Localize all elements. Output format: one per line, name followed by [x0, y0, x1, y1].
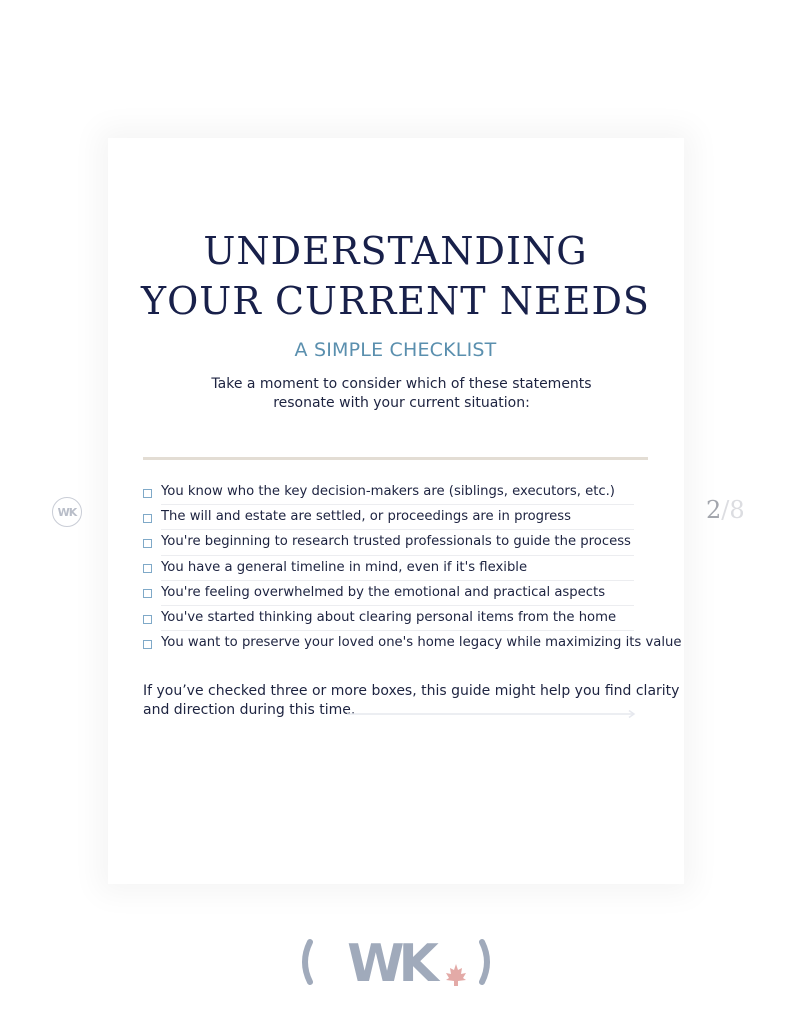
- arrow-right-icon: [347, 709, 639, 719]
- checklist-subtitle: A SIMPLE CHECKLIST: [294, 339, 497, 361]
- checklist-item[interactable]: [143, 479, 663, 504]
- badge-text: WK: [57, 505, 77, 519]
- checkbox[interactable]: [143, 514, 152, 523]
- maple-leaf-icon: [446, 964, 466, 986]
- intro-line-2: resonate with your current situation:: [273, 395, 530, 411]
- page-separator: /: [721, 496, 730, 524]
- intro-line-1: Take a moment to consider which of these statements: [211, 376, 592, 392]
- checklist-item-label: You've started thinking about clearing personal items from the home: [161, 610, 617, 626]
- checklist-item-label: You're feeling overwhelmed by the emotional and practical aspects: [161, 584, 606, 600]
- title-line-2: YOUR CURRENT NEEDS: [141, 279, 650, 323]
- section-divider: [143, 457, 648, 460]
- conclusion-line-1: If you’ve checked three or more boxes, this guide might help you find clarity: [143, 683, 680, 699]
- checklist-item[interactable]: [143, 630, 682, 655]
- intro-text: [0, 375, 791, 413]
- checklist-item-label: You have a general timeline in mind, even if it's flexible: [161, 559, 528, 575]
- checkbox[interactable]: [143, 539, 152, 548]
- logo-wordmark: WK: [347, 936, 433, 988]
- page-title: [0, 226, 791, 326]
- checklist-item-label: You're beginning to research trusted professionals to guide the process: [161, 534, 631, 550]
- checkbox[interactable]: [143, 564, 152, 573]
- current-page: 2: [706, 496, 722, 524]
- checkbox[interactable]: [143, 589, 152, 598]
- checklist-item[interactable]: [143, 529, 663, 554]
- checklist-item[interactable]: [143, 555, 663, 580]
- checklist-item-label: The will and estate are settled, or proceedings are in progress: [161, 509, 571, 525]
- checklist-item[interactable]: [143, 504, 663, 529]
- checkbox[interactable]: [143, 489, 152, 498]
- checklist-item-label: You want to preserve your loved one's home legacy while maximizing its value: [161, 635, 682, 651]
- total-pages: 8: [729, 496, 745, 524]
- conclusion-line-2: and direction during this time.: [143, 702, 356, 718]
- checklist-item-label: You know who the key decision-makers are (siblings, executors, etc.): [161, 484, 615, 500]
- title-line-1: UNDERSTANDING: [203, 229, 588, 273]
- checklist-item[interactable]: [143, 580, 663, 605]
- checkbox[interactable]: [143, 640, 152, 649]
- checklist: [143, 479, 682, 655]
- wk-badge-icon[interactable]: [52, 497, 82, 527]
- page-indicator: [706, 496, 745, 524]
- checkbox[interactable]: [143, 615, 152, 624]
- checklist-item[interactable]: [143, 605, 663, 630]
- wk-logo: [298, 936, 494, 988]
